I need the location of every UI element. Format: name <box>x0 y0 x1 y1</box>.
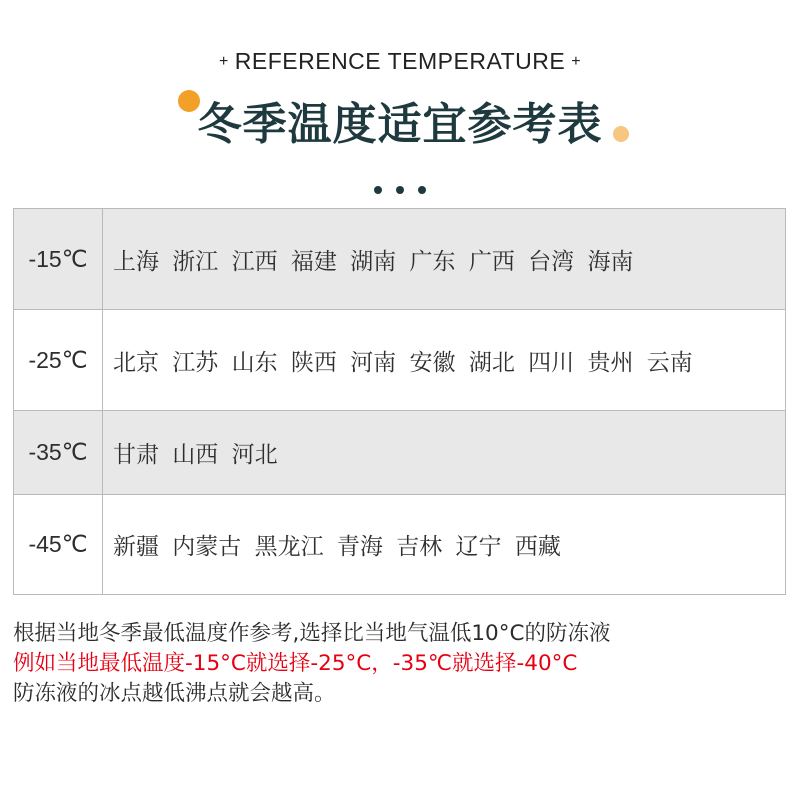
plus-mark-right: + <box>571 53 582 70</box>
table-row <box>14 495 786 595</box>
temperature-cell: -15℃ <box>14 209 103 310</box>
temperature-cell: -45℃ <box>14 495 103 595</box>
temperature-table <box>13 208 786 595</box>
light-orange-dot-decoration <box>613 126 629 142</box>
page-title: 冬季温度适宜参考表 <box>197 99 603 150</box>
three-dots-divider <box>0 186 800 194</box>
note-line: 根据当地冬季最低温度作参考,选择比当地气温低10°C的防冻液 <box>13 621 611 646</box>
notes-block <box>13 619 793 709</box>
provinces-cell: 上海 浙江 江西 福建 湖南 广东 广西 台湾 海南 <box>103 209 786 310</box>
provinces-cell: 北京 江苏 山东 陕西 河南 安徽 湖北 四川 贵州 云南 <box>103 310 786 411</box>
provinces-cell: 甘肃 山西 河北 <box>103 411 786 495</box>
temperature-cell: -35℃ <box>14 411 103 495</box>
divider-dot <box>418 186 426 194</box>
note-line: 防冻液的冰点越低沸点就会越高。 <box>13 681 336 706</box>
subtitle-text: REFERENCE TEMPERATURE <box>234 48 566 74</box>
temperature-cell: -25℃ <box>14 310 103 411</box>
table-row <box>14 310 786 411</box>
divider-dot <box>396 186 404 194</box>
note-line-highlight: 例如当地最低温度-15°C就选择-25°C，-35℃就选择-40°C <box>13 651 578 676</box>
table-row <box>14 411 786 495</box>
title-block <box>0 88 800 158</box>
divider-dot <box>374 186 382 194</box>
plus-mark-left: + <box>218 53 229 70</box>
table-row <box>14 209 786 310</box>
subtitle <box>0 48 800 75</box>
provinces-cell: 新疆 内蒙古 黑龙江 青海 吉林 辽宁 西藏 <box>103 495 786 595</box>
